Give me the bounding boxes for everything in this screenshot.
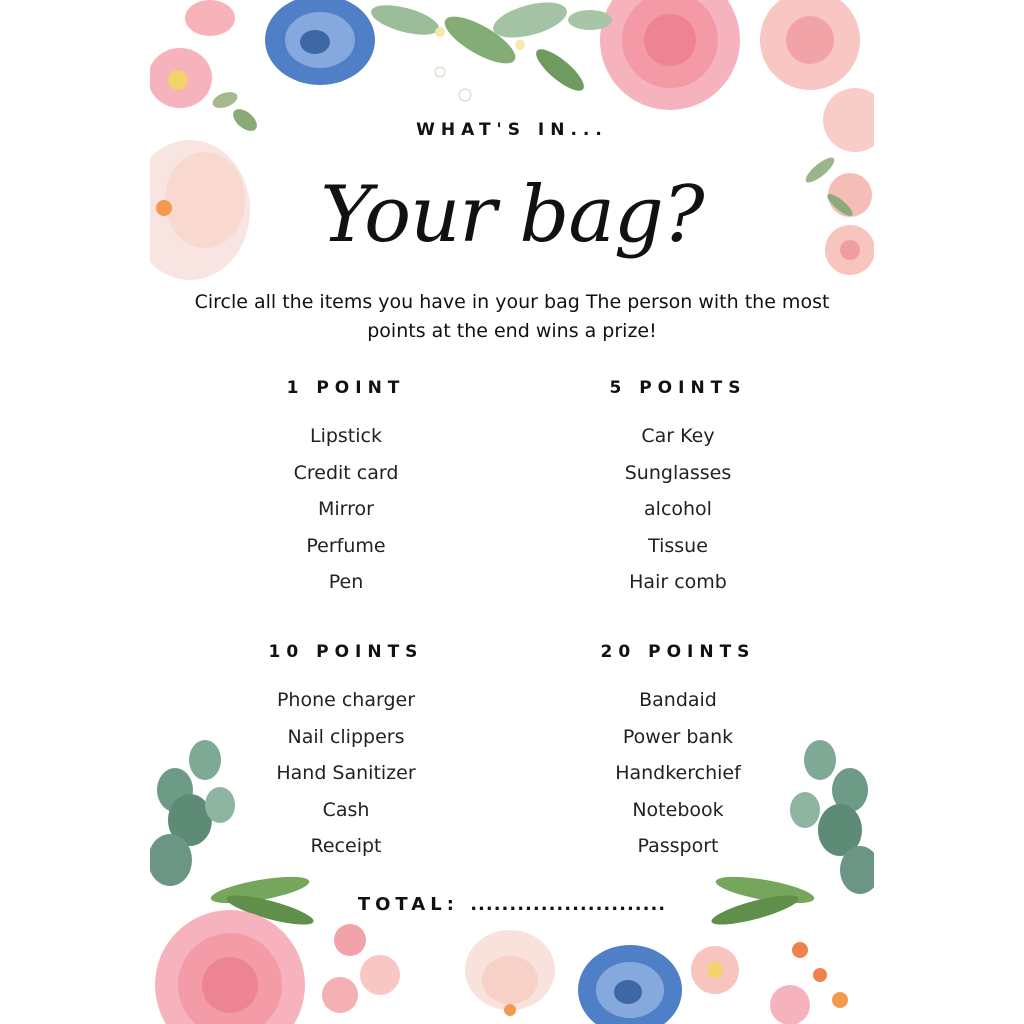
- list-item: Mirror: [318, 498, 374, 520]
- list-item: Lipstick: [309, 425, 382, 447]
- list-item: Phone charger: [276, 689, 416, 711]
- list-item: Tissue: [648, 534, 708, 557]
- list-item: Handkerchief: [615, 762, 741, 784]
- section-20-points: [528, 640, 828, 865]
- section-heading: 20 POINTS: [600, 642, 756, 662]
- section-1-point: [196, 376, 496, 601]
- list-item: Car Key: [641, 425, 715, 447]
- list-item: Credit card: [293, 461, 399, 484]
- eyebrow-heading: WHAT'S IN...: [416, 120, 608, 140]
- list-item: Power bank: [622, 725, 734, 748]
- list-item: alcohol: [644, 498, 712, 520]
- game-card: [150, 0, 874, 1024]
- list-item: Sunglasses: [624, 461, 732, 484]
- page-title: Your bag?: [320, 170, 704, 260]
- list-item: Notebook: [632, 798, 724, 821]
- list-item: Nail clippers: [287, 725, 405, 748]
- list-item: Perfume: [306, 534, 386, 557]
- list-item: Pen: [328, 571, 364, 593]
- list-item: Receipt: [310, 835, 382, 857]
- section-heading: 1 POINT: [286, 378, 406, 398]
- list-item: Cash: [322, 798, 370, 821]
- section-10-points: [196, 640, 496, 865]
- total-label: TOTAL:: [357, 894, 459, 915]
- instructions-text: Circle all the items you have in your bag The person with the most points at the end wins a prize!: [194, 291, 830, 342]
- list-item: Hand Sanitizer: [276, 762, 416, 784]
- section-heading: 5 POINTS: [609, 378, 747, 398]
- total-line: [150, 894, 874, 915]
- list-item: Bandaid: [639, 689, 717, 711]
- total-blank: .........................: [470, 894, 667, 915]
- list-item: Hair comb: [629, 571, 727, 593]
- list-item: Passport: [637, 835, 719, 857]
- section-5-points: [528, 376, 828, 601]
- section-heading: 10 POINTS: [268, 642, 424, 662]
